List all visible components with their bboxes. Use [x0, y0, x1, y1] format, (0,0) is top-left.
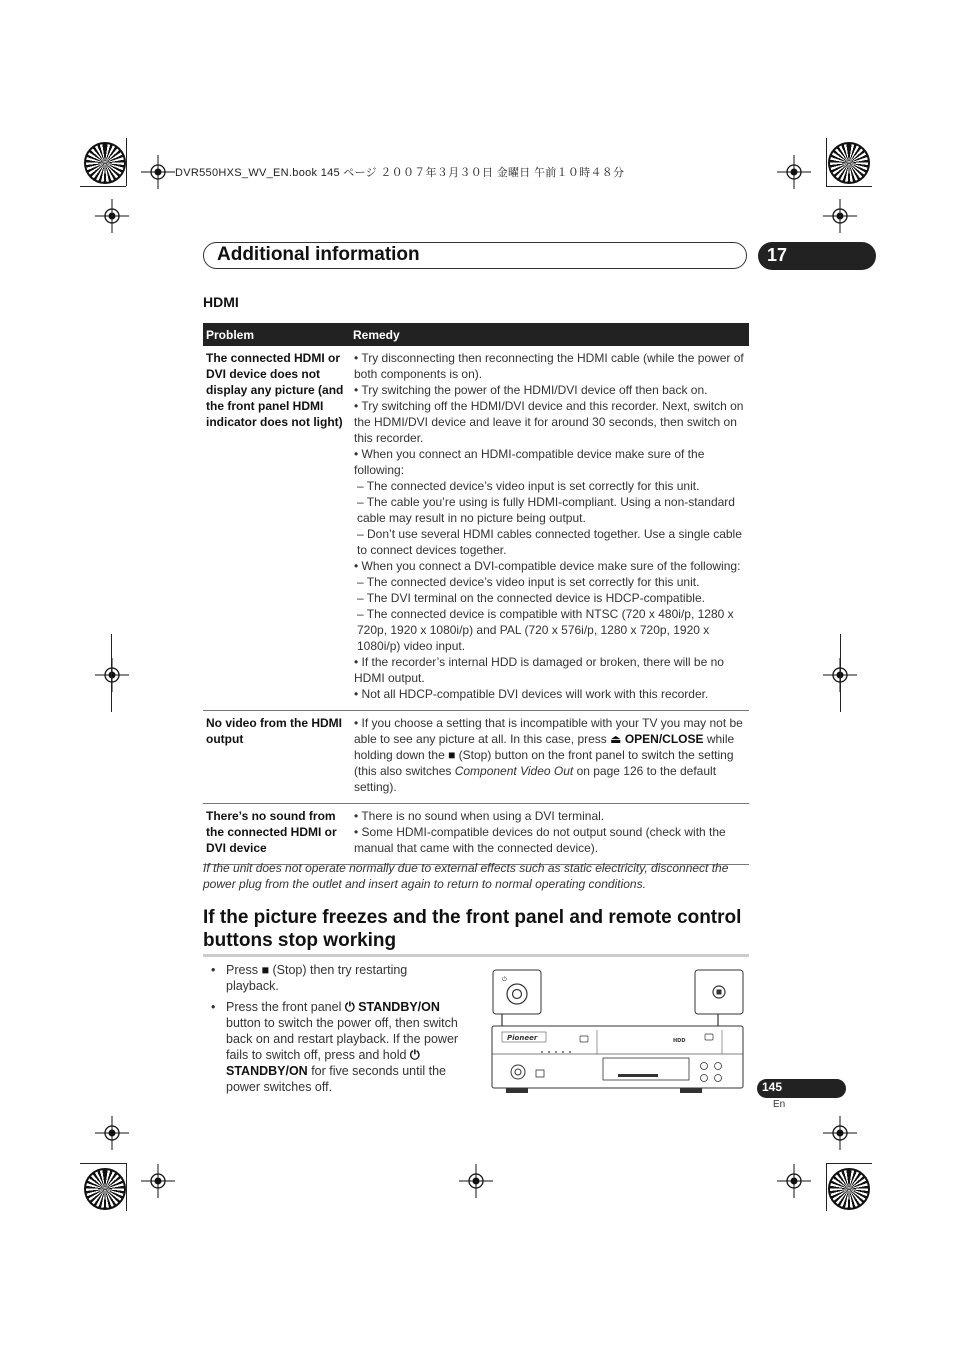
table-header [203, 323, 749, 346]
registration-sunburst-icon [828, 1168, 870, 1210]
problem-cell: There’s no sound from the connected HDMI or DVI device [206, 809, 337, 855]
crosshair-icon [777, 155, 811, 189]
stop-icon: ■ [261, 963, 269, 977]
registration-sunburst-icon [828, 142, 870, 184]
crop-line [80, 1163, 126, 1164]
registration-sunburst-icon [84, 142, 126, 184]
remedy-line: • Not all HDCP-compatible DVI devices will work with this recorder. [354, 687, 709, 701]
static-electricity-note: If the unit does not operate normally due to external effects such as static electricity, disconnect the power plug from the outlet and insert again to return to normal operating conditions. [203, 861, 729, 891]
svg-text:Pioneer: Pioneer [507, 1034, 538, 1042]
remedy-line: – The DVI terminal on the connected device is HDCP-compatible. [357, 591, 705, 605]
crosshair-icon [95, 1116, 129, 1150]
crop-line [80, 186, 126, 187]
crosshair-icon [459, 1164, 493, 1198]
remedy-line: – The connected device’s video input is set correctly for this unit. [357, 479, 700, 493]
remedy-line: • Try switching off the HDMI/DVI device and this recorder. Next, switch on the HDMI/DVI device and leave it for around 30 seconds, then switch on this recorder. [354, 399, 744, 445]
svg-text:⏻: ⏻ [502, 976, 507, 983]
standby-label: STANDBY/ON [354, 1000, 440, 1014]
column-header-problem: Problem [206, 327, 255, 342]
chapter-title: Additional information [217, 244, 420, 265]
crop-line [840, 634, 841, 712]
bullet: • [211, 963, 216, 977]
remedy-line: • Try switching the power of the HDMI/DVI device off then back on. [354, 383, 708, 397]
open-close-label: OPEN/CLOSE [621, 732, 704, 746]
crop-line [826, 186, 872, 187]
remedy-line: • Try disconnecting then reconnecting the HDMI cable (while the power of both components is on). [354, 351, 744, 381]
remedy-cell [351, 711, 749, 803]
remedy-line: • When you connect an HDMI-compatible device make sure of the following: [354, 447, 705, 477]
remedy-line: – The connected device is compatible with NTSC (720 x 480i/p, 1280 x 720p, 1920 x 1080i/p) and PAL (720 x 576i/p, 1280 x 720p, 1920 x 1080i/p) video input. [357, 607, 734, 653]
crosshair-icon [95, 658, 129, 692]
remedy-line: • If the recorder’s internal HDD is damaged or broken, there will be no HDMI output. [354, 655, 724, 685]
problem-cell: No video from the HDMI output [206, 716, 343, 746]
table-row [203, 711, 749, 804]
language-code: En [773, 1099, 786, 1110]
bullet: • [211, 1000, 216, 1014]
svg-text:HDD: HDD [673, 1038, 686, 1044]
crosshair-icon [95, 199, 129, 233]
crosshair-icon [823, 199, 857, 233]
problem-cell: The connected HDMI or DVI device does not display any picture (and the front panel HDMI indicator does not light) [206, 351, 344, 429]
stop-icon: ■ [448, 748, 456, 762]
standby-label: STANDBY/ON [226, 1064, 308, 1078]
crosshair-icon [141, 155, 175, 189]
remedy-line: • When you connect a DVI-compatible device make sure of the following: [354, 559, 741, 573]
freeze-heading: If the picture freezes and the front panel and remote control buttons stop working [203, 907, 742, 951]
crop-line [826, 138, 827, 186]
remedy-cell [351, 804, 749, 864]
list-item: • Press the front panel ⏻ STANDBY/ON button to switch the power off, then switch back on and restart playback. If the power fails to switch off, press and hold ⏻ STANDBY/ON for five seconds until the power switches off. [211, 1000, 459, 1094]
remedy-line: – The cable you’re using is fully HDMI-compliant. Using a non-standard cable may result in no picture being output. [357, 495, 735, 525]
power-icon: ⏻ [344, 1000, 355, 1014]
section-title: HDMI [203, 294, 239, 310]
heading-rule [203, 954, 749, 957]
troubleshooting-table [203, 323, 749, 865]
remedy-cell [351, 346, 749, 710]
chapter-number: 17 [758, 242, 876, 270]
crop-line [826, 1163, 872, 1164]
table-row [203, 804, 749, 865]
registration-sunburst-icon [84, 1168, 126, 1210]
remedy-line: – Don’t use several HDMI cables connected together. Use a single cable to connect devices together. [357, 527, 742, 557]
crop-line [111, 634, 112, 712]
power-icon: ⏻ [409, 1048, 420, 1062]
crop-line [126, 138, 127, 186]
print-header-text: DVR550HXS_WV_EN.book 145 ページ ２００７年３月３０日 金曜日 午前１０時４８分 [175, 167, 625, 179]
crop-line [826, 1163, 827, 1211]
remedy-line: • Some HDMI-compatible devices do not output sound (check with the manual that came with the connected device). [354, 825, 726, 855]
page-number: 145 [757, 1079, 846, 1098]
crosshair-icon [777, 1164, 811, 1198]
remedy-line: • If you choose a setting that is incompatible with your TV you may not be able to see any picture at all. In this case, press ⏏ OPEN/CLOSE while holding down the ■ (Stop) button on the front panel to switch the setting (this also switches Component Video Out on page 126 to the default setting). [354, 716, 743, 794]
menu-setting-name: Component Video Out [454, 764, 574, 778]
eject-icon: ⏏ [610, 732, 622, 746]
recorder-front-panel-illustration [490, 968, 746, 1098]
crosshair-icon [141, 1164, 175, 1198]
remedy-line: • There is no sound when using a DVI terminal. [354, 809, 605, 823]
column-header-remedy: Remedy [353, 327, 400, 342]
list-item: • Press ■ (Stop) then try restarting playback. [211, 963, 408, 993]
table-row [203, 346, 749, 711]
freeze-steps [211, 962, 461, 1100]
crosshair-icon [823, 1116, 857, 1150]
crop-line [126, 1163, 127, 1211]
remedy-line: – The connected device’s video input is set correctly for this unit. [357, 575, 700, 589]
